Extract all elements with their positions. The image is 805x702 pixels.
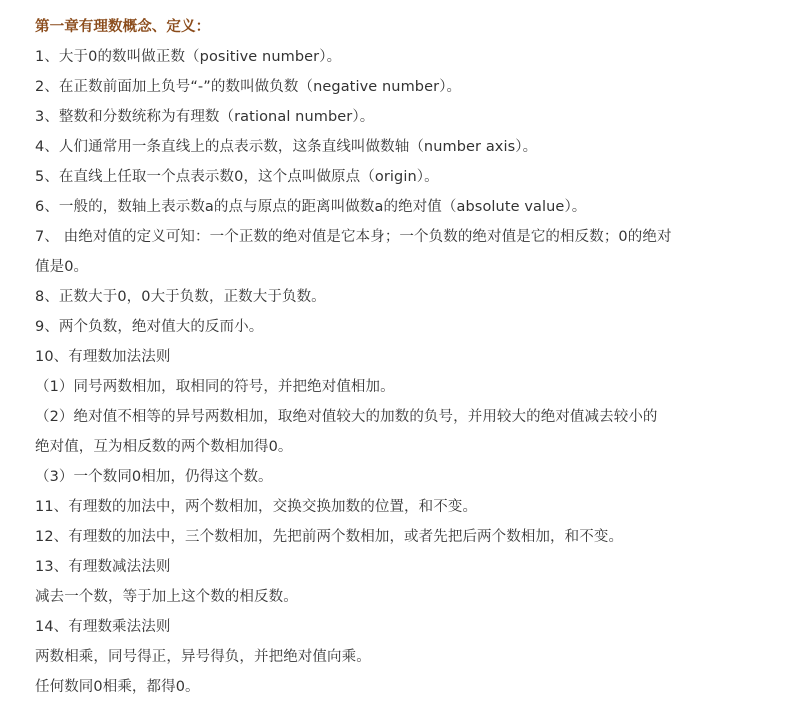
chapter-title: 第一章有理数概念、定义： (35, 19, 211, 35)
rule-item: 两数相乘，同号得正，异号得负，并把绝对值向乘。 (35, 649, 371, 665)
rule-item: 减去一个数，等于加上这个数的相反数。 (35, 589, 298, 605)
definition-line: 11、有理数的加法中，两个数相加，交换交换加数的位置，和不变。 (35, 499, 478, 515)
definition-line: 7、 由绝对值的定义可知：一个正数的绝对值是它本身；一个负数的绝对值是它的相反数；0的绝对 (35, 229, 672, 245)
definition-line: 12、有理数的加法中，三个数相加，先把前两个数相加，或者先把后两个数相加，和不变。 (35, 529, 624, 545)
rule-item: （2）绝对值不相等的异号两数相加，取绝对值较大的加数的负号，并用较大的绝对值减去较小的 (35, 409, 658, 425)
rule-item: 绝对值，互为相反数的两个数相加得0。 (35, 439, 293, 455)
definition-line: 2、在正数前面加上负号“-”的数叫做负数（negative number）。 (35, 79, 462, 95)
definition-line: 9、两个负数，绝对值大的反而小。 (35, 319, 264, 335)
rule-item: （1）同号两数相加，取相同的符号，并把绝对值相加。 (35, 379, 395, 395)
definition-line: 6、一般的，数轴上表示数a的点与原点的距离叫做数a的绝对值（absolute value）。 (35, 199, 587, 215)
rule-item: 任何数同0相乘，都得0。 (35, 679, 200, 695)
definition-line: 8、正数大于0，0大于负数，正数大于负数。 (35, 289, 326, 305)
rule-heading: 13、有理数减法法则 (35, 559, 171, 575)
definition-line: 值是0。 (35, 259, 89, 275)
definition-line: 4、人们通常用一条直线上的点表示数，这条直线叫做数轴（number axis）。 (35, 139, 538, 155)
definition-line: 1、大于0的数叫做正数（positive number）。 (35, 49, 342, 65)
definition-line: 3、整数和分数统称为有理数（rational number）。 (35, 109, 375, 125)
rule-item: （3）一个数同0相加，仍得这个数。 (35, 469, 273, 485)
definition-line: 5、在直线上任取一个点表示数0，这个点叫做原点（origin）。 (35, 169, 439, 185)
rule-heading: 14、有理数乘法法则 (35, 619, 171, 635)
rule-heading: 10、有理数加法法则 (35, 349, 171, 365)
